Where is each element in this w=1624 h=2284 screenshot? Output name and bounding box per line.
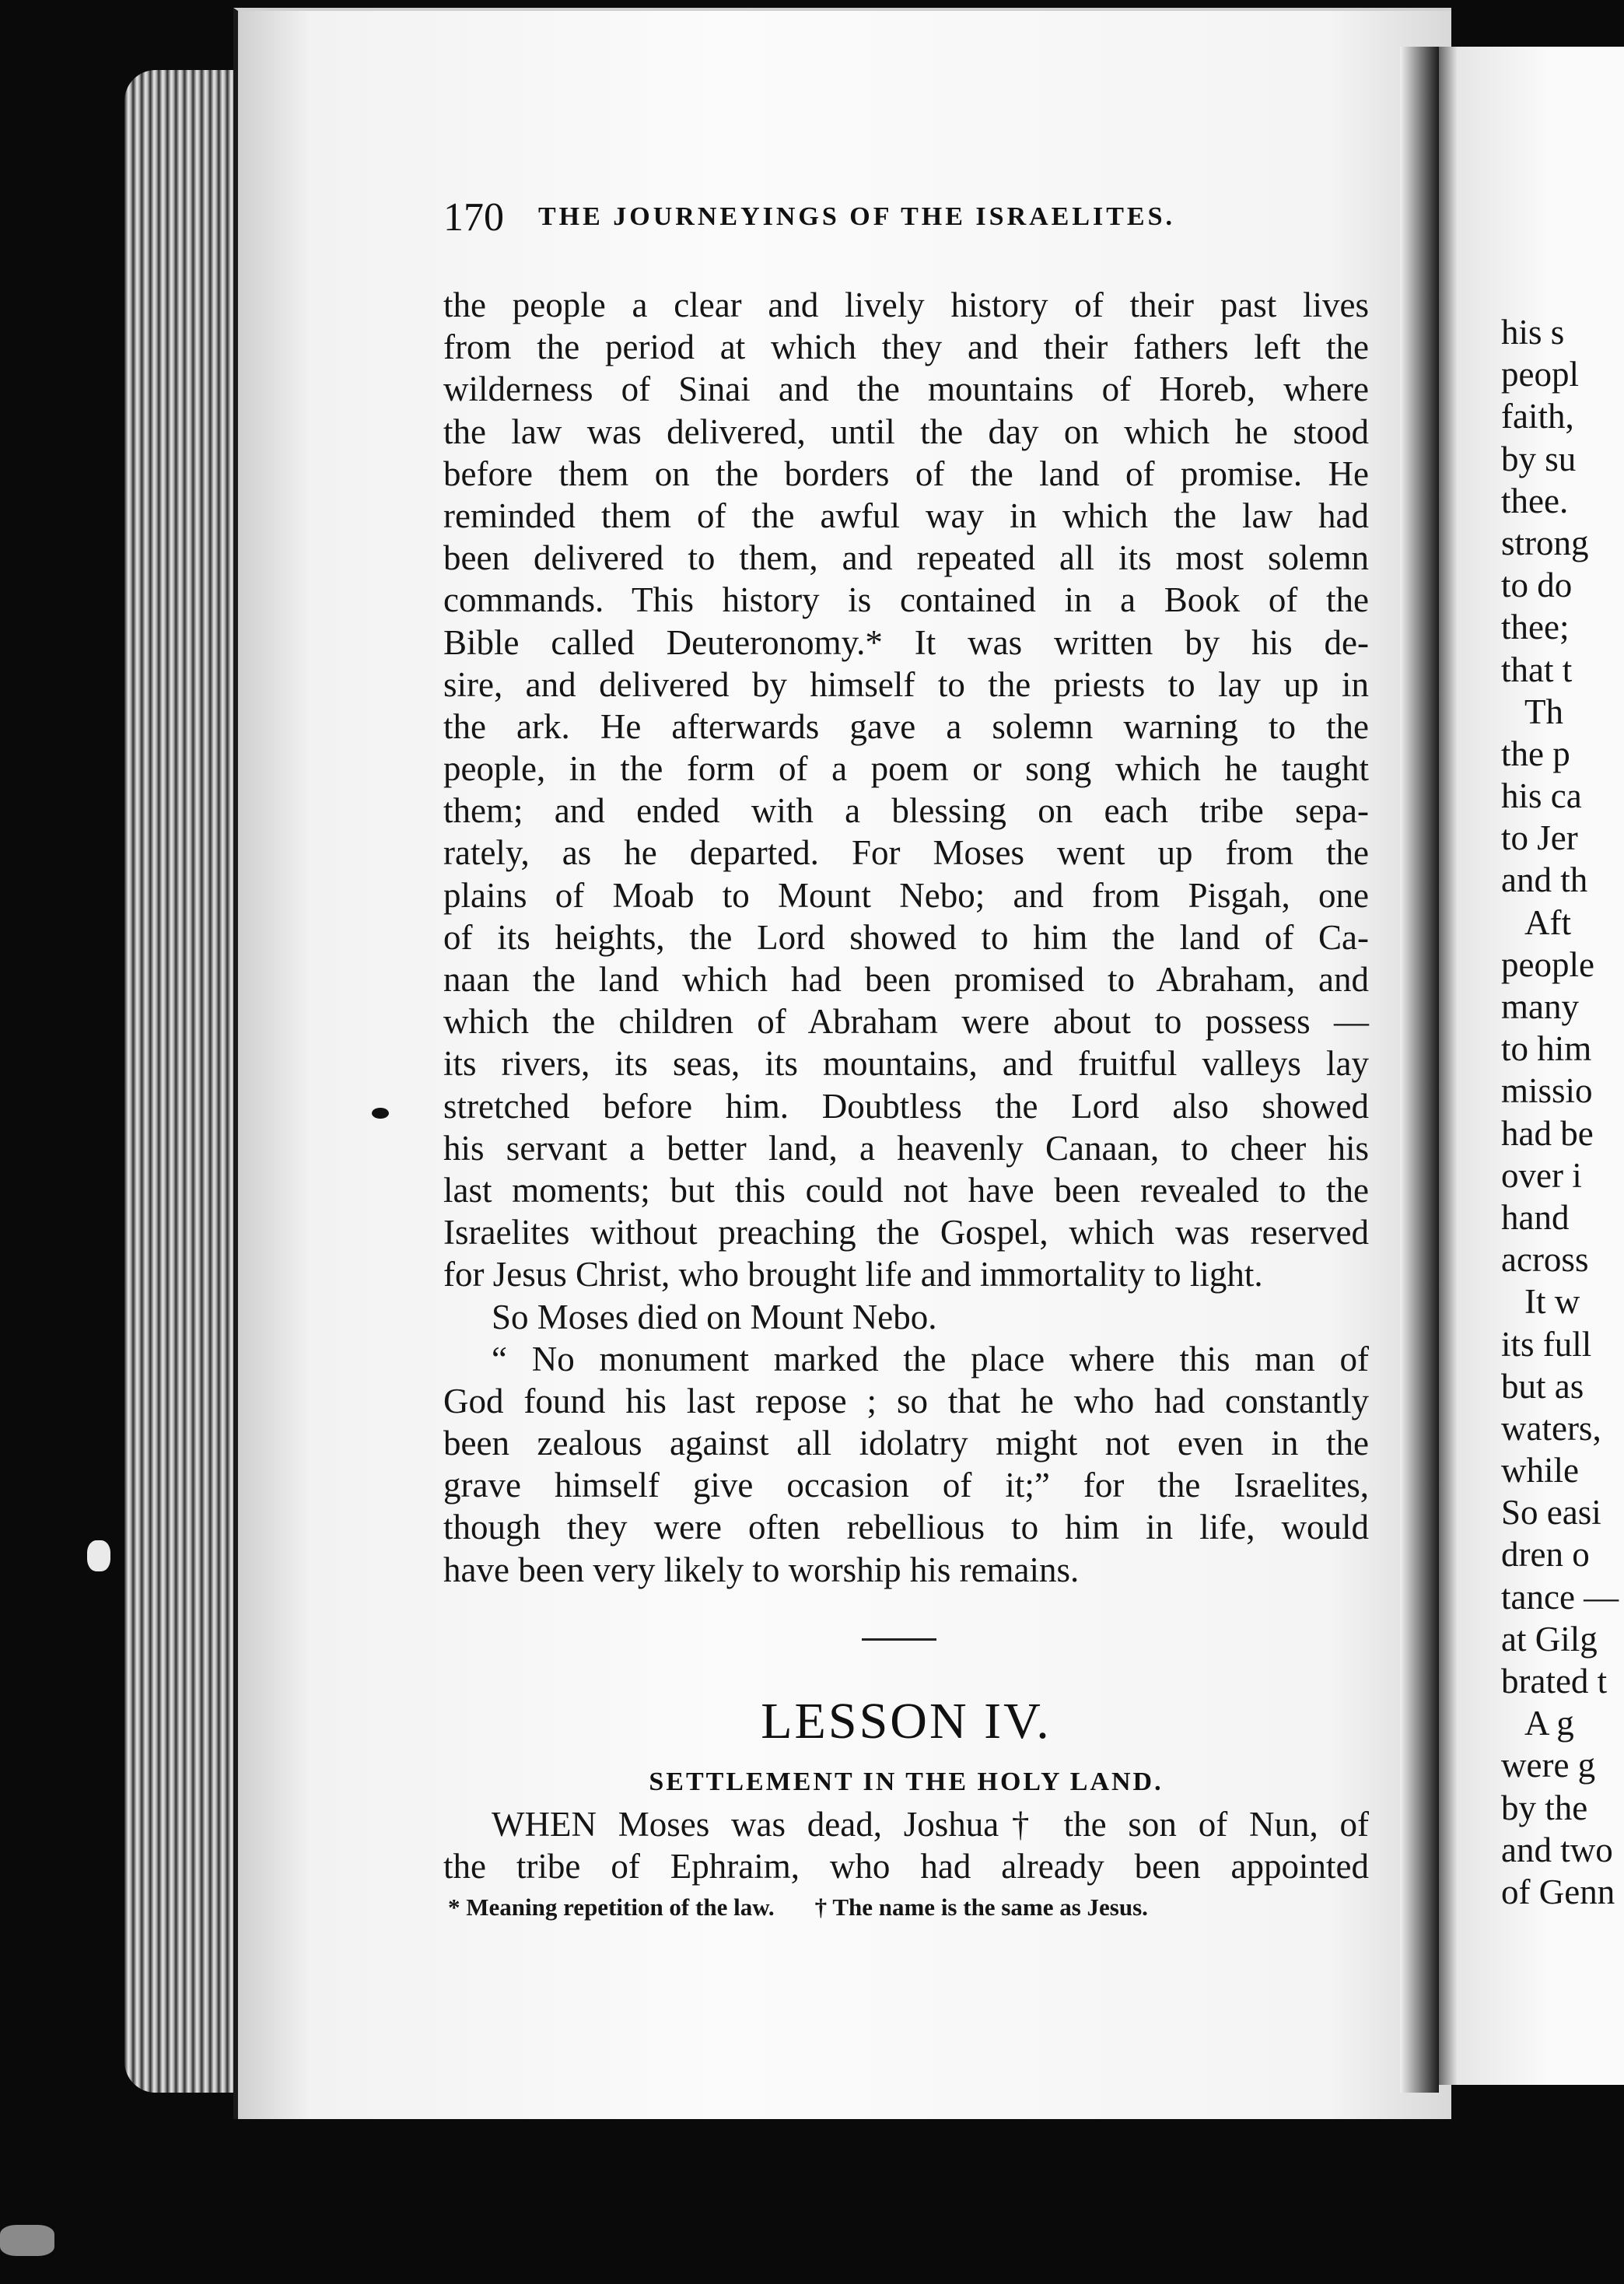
text-line: many bbox=[1501, 987, 1579, 1026]
text-line: strong bbox=[1501, 523, 1589, 562]
text-line: God found his last repose ; so that he who had constantly bbox=[443, 1381, 1369, 1420]
text-line: which the children of Abraham were about to possess — bbox=[443, 1002, 1369, 1042]
text-line: last moments; but this could not have been revealed to the bbox=[443, 1170, 1369, 1210]
text-line: “ No monument marked the place where this man of bbox=[492, 1339, 1369, 1378]
text-line: thee; bbox=[1501, 608, 1570, 647]
text-line: naan the land which had been promised to Abraham, and bbox=[443, 960, 1369, 999]
text-line: the p bbox=[1501, 734, 1570, 773]
text-line: and two bbox=[1501, 1830, 1613, 1869]
text-line: Bible called Deuteronomy.* It was written by his de- bbox=[443, 622, 1369, 662]
ink-speck bbox=[0, 2225, 54, 2256]
text-line: but as bbox=[1501, 1366, 1584, 1406]
footnotes bbox=[448, 1893, 1374, 1921]
lesson-title: LESSON IV. bbox=[761, 1693, 1052, 1750]
text-line: by the bbox=[1501, 1788, 1588, 1827]
text-line: people bbox=[1501, 944, 1594, 984]
text-line: sire, and delivered by himself to the priests to lay up in bbox=[443, 664, 1369, 704]
section-title: SETTLEMENT IN THE HOLY LAND. bbox=[649, 1767, 1164, 1796]
text-line: the law was delivered, until the day on which he stood bbox=[443, 412, 1369, 451]
text-line: across bbox=[1501, 1240, 1589, 1280]
text-line: Aft bbox=[1524, 902, 1571, 942]
text-line: been zealous against all idolatry might not even in the bbox=[443, 1424, 1369, 1463]
footnote: † The name is the same as Jesus. bbox=[814, 1893, 1148, 1921]
text-line: to him bbox=[1501, 1029, 1592, 1069]
text-line: over i bbox=[1501, 1155, 1582, 1195]
text-line: and th bbox=[1501, 860, 1588, 900]
text-line: from the period at which they and their fathers left the bbox=[443, 328, 1369, 367]
lesson-text bbox=[443, 1803, 1369, 1887]
text-line: faith, bbox=[1501, 397, 1574, 436]
book-gutter bbox=[1400, 47, 1439, 2093]
text-line: So Moses died on Mount Nebo. bbox=[492, 1297, 937, 1336]
text-line: dren o bbox=[1501, 1535, 1590, 1575]
page-header bbox=[443, 194, 1314, 241]
text-line: had be bbox=[1501, 1113, 1594, 1153]
text-line: reminded them of the awful way in which the law had bbox=[443, 496, 1369, 535]
text-line: stretched before him. Doubtless the Lord also showed bbox=[443, 1086, 1369, 1126]
text-line: commands. This history is contained in a Book of the bbox=[443, 580, 1369, 620]
text-line: brated t bbox=[1501, 1662, 1608, 1701]
text-line: his servant a better land, a heavenly Canaan, to cheer his bbox=[443, 1128, 1369, 1168]
text-line: its full bbox=[1501, 1324, 1592, 1364]
text-line: have been very likely to worship his remains. bbox=[443, 1550, 1080, 1589]
text-line: his s bbox=[1501, 313, 1565, 352]
page-number: 170 bbox=[443, 195, 504, 240]
text-line: his ca bbox=[1501, 776, 1582, 816]
section-divider bbox=[862, 1638, 936, 1641]
text-line: waters, bbox=[1501, 1408, 1601, 1448]
body-text bbox=[443, 284, 1369, 1591]
text-line: peopl bbox=[1501, 355, 1579, 394]
text-line: the people a clear and lively history of their past lives bbox=[443, 286, 1369, 324]
text-line: of its heights, the Lord showed to him the land of Ca- bbox=[443, 917, 1369, 957]
text-line: that t bbox=[1501, 650, 1573, 689]
footnote: * Meaning repetition of the law. bbox=[448, 1893, 775, 1921]
text-line: WHEN Moses was dead, Joshua† the son of Nun, of bbox=[492, 1805, 1369, 1844]
text-line: Th bbox=[1524, 692, 1563, 731]
text-line: tance — bbox=[1501, 1577, 1619, 1617]
text-line: missio bbox=[1501, 1071, 1593, 1111]
text-line: before them on the borders of the land of promise. He bbox=[443, 454, 1369, 493]
text-line: the tribe of Ephraim, who had already been appointed bbox=[443, 1847, 1369, 1886]
text-line: hand bbox=[1501, 1197, 1570, 1237]
text-line: people, in the form of a poem or song which he taught bbox=[443, 749, 1369, 789]
text-line: to do bbox=[1501, 566, 1573, 605]
text-line: by su bbox=[1501, 439, 1577, 478]
ink-speck bbox=[87, 1540, 110, 1571]
text-line: plains of Moab to Mount Nebo; and from Pisgah, one bbox=[443, 875, 1369, 915]
text-line: rately, as he departed. For Moses went up from the bbox=[443, 833, 1369, 873]
text-line: at Gilg bbox=[1501, 1619, 1598, 1659]
text-line: Israelites without preaching the Gospel, which was reserved bbox=[443, 1213, 1369, 1252]
text-line: thee. bbox=[1501, 481, 1569, 520]
ink-speck bbox=[372, 1108, 389, 1119]
text-line: were g bbox=[1501, 1746, 1596, 1785]
text-line: its rivers, its seas, its mountains, and fruitful valleys lay bbox=[443, 1044, 1369, 1084]
text-line: the ark. He afterwards gave a solemn warning to the bbox=[443, 706, 1369, 746]
text-line: wilderness of Sinai and the mountains of Horeb, where bbox=[443, 370, 1369, 409]
text-line: It w bbox=[1524, 1282, 1580, 1322]
text-line: of Genn bbox=[1501, 1872, 1615, 1911]
right-page-text bbox=[1501, 311, 1624, 1913]
text-line: So easi bbox=[1501, 1493, 1601, 1533]
text-line: while bbox=[1501, 1451, 1579, 1491]
text-line: for Jesus Christ, who brought life and immortality to light. bbox=[443, 1255, 1263, 1294]
text-line: grave himself give occasion of it;” for the Israelites, bbox=[443, 1466, 1369, 1505]
text-line: them; and ended with a blessing on each tribe sepa- bbox=[443, 791, 1369, 831]
text-line: to Jer bbox=[1501, 818, 1578, 858]
text-line: A g bbox=[1524, 1704, 1574, 1743]
text-line: been delivered to them, and repeated all its most solemn bbox=[443, 538, 1369, 578]
running-title: THE JOURNEYINGS OF THE ISRAELITES. bbox=[538, 202, 1176, 231]
text-line: though they were often rebellious to him in life, would bbox=[443, 1508, 1369, 1547]
